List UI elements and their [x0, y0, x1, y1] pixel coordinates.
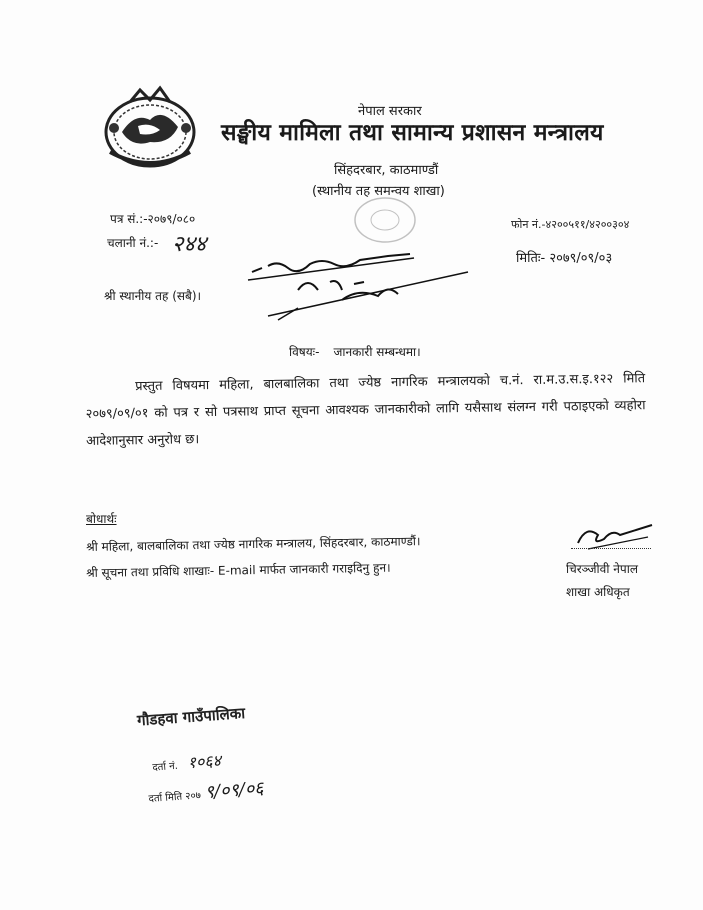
stamp-reg-label: दर्ता नं.: [152, 760, 179, 774]
body-paragraph: प्रस्तुत विषयमा महिला, बालबालिका तथा ज्येष्ठ नागरिक मन्त्रालयको च.नं. रा.म.उ.स.इ.१२२ मिति २०७९/०९/०१ को पत्र र सो पत्रसाथ प्राप्त सूचना आवश्यक जानकारीको लागि यसैसाथ संलग्न गरी पठाइएको व्यहोरा आदेशानुसार अनुरोध छ।: [85, 371, 646, 449]
stamp-org: गौडहवा गाउँपालिका: [136, 704, 246, 730]
subject-text: जानकारी सम्बन्धमा।: [333, 345, 421, 359]
handwritten-annotation-icon: [238, 238, 478, 328]
signature-icon: [568, 515, 658, 555]
cc-item: श्री सूचना तथा प्रविधि शाखाः- E-mail मार्फत जानकारी गराइदिनु हुन।: [86, 560, 391, 580]
signatory-title: शाखा अधिकृत: [566, 585, 630, 599]
recipient: श्री स्थानीय तह (सबै)।: [104, 289, 202, 303]
cc-title: बोधार्थः: [86, 512, 117, 526]
subject-line: [289, 343, 421, 360]
stamp-reg-number: १०६४: [187, 750, 222, 773]
signatory-name: चिरञ्जीवी नेपाल: [566, 562, 638, 576]
letter-body: [85, 365, 646, 455]
dispatch-number: २४४: [172, 232, 207, 257]
section-name: (स्थानीय तह समन्वय शाखा): [312, 184, 445, 199]
nepal-emblem-icon: [100, 82, 200, 174]
stamp-registration-line: [151, 749, 221, 776]
signature-line: [571, 548, 651, 549]
phone-number: फोन नं.-४२००५११/४२००३०४: [511, 218, 630, 231]
registration-stamp: [130, 693, 307, 815]
stamp-date-value: ९/०९/०६: [203, 777, 265, 803]
ministry-address: सिंहदरबार, काठमाण्डौं: [334, 163, 439, 178]
government-name: नेपाल सरकार: [358, 104, 422, 119]
subject-label: विषयः-: [289, 345, 320, 359]
cc-item: श्री महिला, बालबालिका तथा ज्येष्ठ नागरिक मन्त्रालय, सिंहदरबार, काठमाण्डौं।: [86, 534, 421, 554]
stamp-date-line: [148, 776, 265, 808]
reference-number: पत्र सं.:-२०७९/०८०: [110, 212, 196, 226]
dispatch-label: चलानी नं.:-: [107, 236, 159, 250]
ministry-name: सङ्घीय मामिला तथा सामान्य प्रशासन मन्त्रालय: [221, 120, 604, 146]
stamp-date-label: दर्ता मिति २०७: [148, 790, 202, 805]
letter-date: मितिः- २०७९/०९/०३: [516, 251, 613, 266]
